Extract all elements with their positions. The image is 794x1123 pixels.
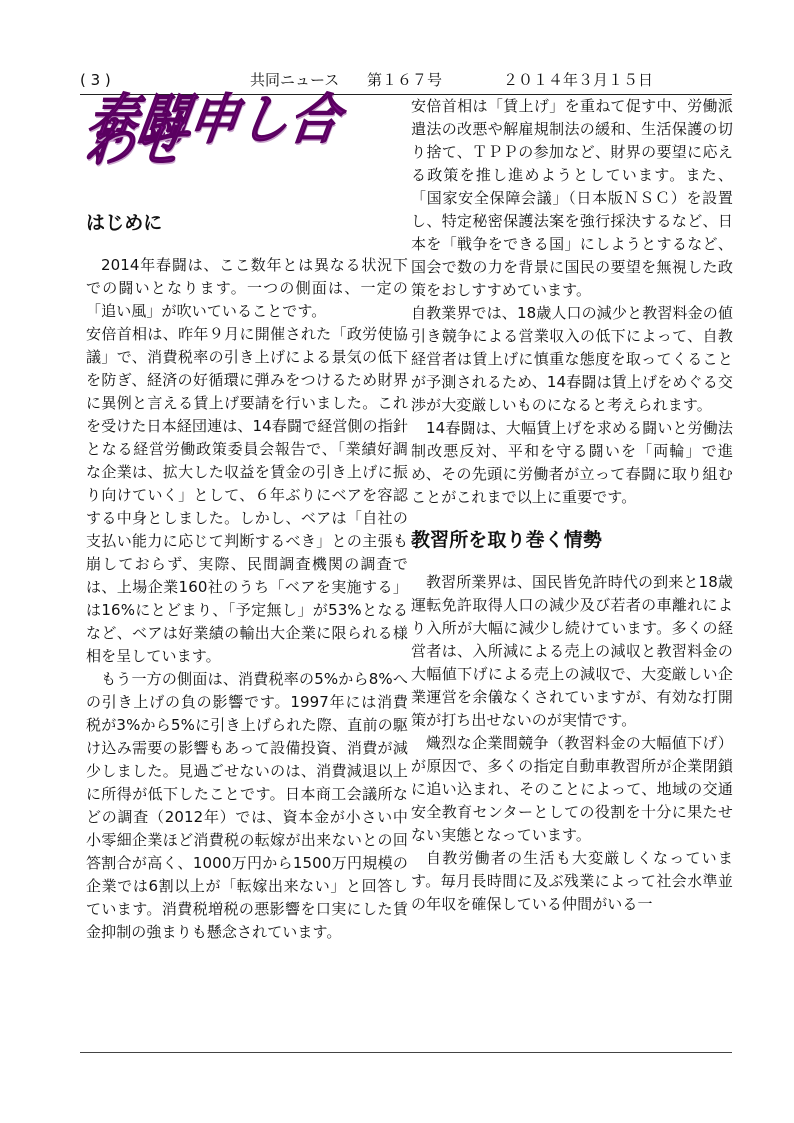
situation-paragraph-2: 熾烈な企業間競争（教習料金の大幅値下げ）が原因で、多くの指定自動車教習所が企業閉鎖に追い込まれ、そのことによって、地域の交通安全教育センターとしての役割を十分に果たせない実態となっています。 — [411, 734, 733, 844]
situation-paragraph-1: 教習所業界は、国民皆免許時代の到来と18歳運転免許取得人口の減少及び若者の車離れにより入所が大幅に減少し続けています。多くの経営者は、入所減による売上の減収と教習料金の大幅値下げによる売上の減収で、大変厳しい企業運営を余儀なくされていますが、有効な打開策が打ち出せないのが実情です。 — [411, 573, 733, 729]
page-number: ( 3 ) — [80, 71, 111, 89]
intro-paragraph-6: 14春闘は、大幅賃上げを求める闘いと労働法制改悪反対、平和を守る闘いを「両輪」で進め、その先頭に労働者が立って春闘に取り組むことがこれまで以上に重要です。 — [411, 419, 733, 506]
section-heading-intro: はじめに — [86, 212, 163, 234]
intro-paragraph-5: 自教業界では、18歳人口の減少と教習料金の値引き競争による営業収入の低下によって、自教経営者は賃上げに慎重な態度を取ってくることが予測されるため、14春闘は賃上げをめぐる交渉が大変厳しいものになると考えられます。 — [411, 304, 733, 414]
issue-date: ２０１４年３月１５日 — [503, 71, 654, 89]
intro-paragraph-2: 安倍首相は、昨年９月に開催された「政労使協議」で、消費税率の引き上げによる景気の低下を防ぎ、経済の好循環に弾みをつけるため財界に異例と言える賃上げ要請を行いました。これを受けた日本経団連は、14春闘で経営側の指針となる経営労働政策委員会報告で、「業績好調な企業は、拡大した収益を賃金の引き上げに振り向けていく」として、６年ぶりにベアを容認する中身としました。しかし、ベアは「自社の支払い能力に応じて判断するべき」との主張も崩しておらず、実際、民間調査機関の調査では、上場企業160社のうち「ベアを実施する」は16%にとどまり、「予定無し」が53%となるなど、ベアは好業績の輸出大企業に限られる様相を呈しています。 — [86, 325, 408, 665]
headline-block — [79, 88, 408, 198]
newsletter-name: 共同ニュース — [250, 71, 340, 89]
left-column — [79, 88, 408, 944]
section-heading-situation: 教習所を取り巻く情勢 — [411, 529, 603, 551]
intro-paragraph-4: 安倍首相は「賃上げ」を重ねて促す中、労働派遣法の改悪や解雇規制法の緩和、生活保護の切り捨て、ＴＰＰの参加など、財界の要望に応える政策を推し進めようとしています。また、「国家安全保障会議」（日本版ＮＳＣ）を設置し、特定秘密保護法案を強行採決するなど、日本を「戦争をできる国」にしようとするなど、国会で数の力を背景に国民の要望を無視した政策をおしすすめています。 — [411, 97, 733, 299]
situation-paragraph-3: 自教労働者の生活も大変厳しくなっています。毎月長時間に及ぶ残業によって社会水準並の年収を確保している仲間がいる一 — [411, 849, 733, 913]
intro-paragraph-3: もう一方の側面は、消費税率の5%から8%への引き上げの負の影響です。1997年には消費税が3%から5%に引き上げられた際、直前の駆け込み需要の影響もあって設備投資、消費が減少しました。見過ごせないのは、消費減退以上に所得が低下したことです。日本商工会議所などの調査（2012年）では、資本金が小さい中小零細企業ほど消費税の転嫁が出来ないとの回答割合が高く、1000万円から1500万円規模の企業では6割以上が「転嫁出来ない」と回答しています。消費税増税の悪影響を口実にした賃金抑制の強まりも懸念されています。 — [86, 670, 408, 941]
right-column — [411, 95, 733, 916]
issue-number: 第１６７号 — [367, 71, 443, 89]
headline: 春闘申し合わせ — [79, 88, 346, 174]
footer-rule — [80, 1052, 732, 1053]
intro-paragraph-1: 2014年春闘は、ここ数年とは異なる状況下での闘いとなります。一つの側面は、一定の「追い風」が吹いていることです。 — [86, 256, 408, 320]
